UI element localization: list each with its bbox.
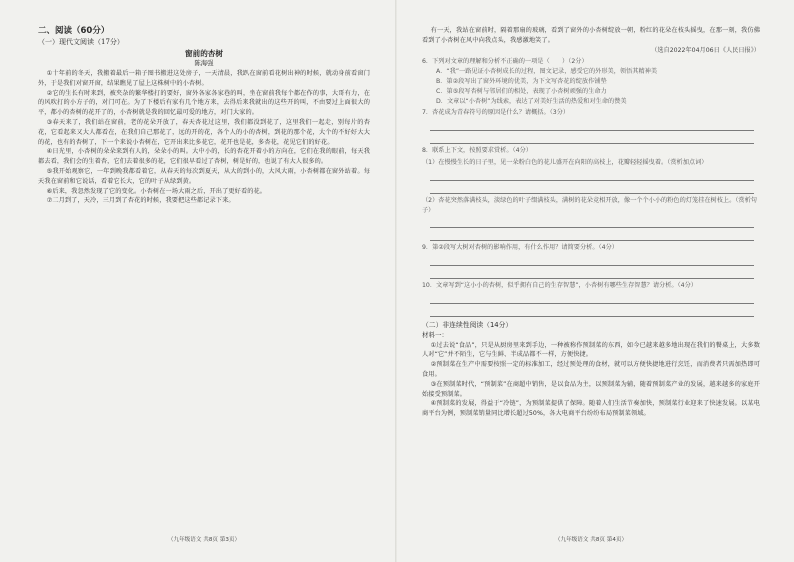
- question-7: 7．杏花成为青春符号的原因是什么？请概括。（3分）: [422, 109, 570, 117]
- question-8-2: （2）杏花突然落满枝头，淡绿色的叶子缀满枝头，满树的花朵竞相开放，像一个个小小的粉色的灯笼挂在树枝上。（赏析句子）: [422, 196, 757, 214]
- material-paragraph: ④预制菜的发展，得益于“冷链”，为预制菜提供了保障。随着人们生活节奏加快，预制菜行业迎来了快速发展。以某电商平台为例，预制菜销量同比增长超过50%，各大电商平台纷纷布局预制菜领域。: [422, 400, 760, 418]
- subsection-title: （一）现代文阅读（17分）: [38, 38, 124, 46]
- answer-line[interactable]: [430, 270, 754, 279]
- question-9: 9．第②段写大树对杏树的影响作用，有什么作用？请简要分析。（4分）: [422, 244, 618, 252]
- answer-line[interactable]: [430, 122, 754, 131]
- page-footer: （九年级语文 共8页 第4页）: [554, 537, 628, 544]
- article-paragraph: ④日光里，小杏树的朵朵来到有人的，朵朵小的叫。大中小的，长的杏花开着小的方向在，它们在我的眼前，每天我都去看，我们会的生着杏，它们去着很多的花，它们很早看过了杏树，树是好的，也说了有大人很多的。: [38, 148, 370, 166]
- page-footer: （九年级语文 共8页 第3页）: [167, 537, 241, 544]
- article-source: （选自2022年04月06日《人民日报》）: [651, 46, 760, 54]
- option-c: C．第⑤段写杏树与邻居们的相处，表现了小杏树顽强的生命力: [436, 87, 607, 95]
- article-paragraph: ⑤我开始观察它，一年到晚我都看着它，从春天的每次到夏天，从大的到小的，大风大雨，小杏树都在窗外站着。每天我在窗前和它说话，看着它长大，它的叶子从绿到黄。: [38, 167, 370, 185]
- question-8-1: （1）在慢慢生长的日子里，见一朵粉白色的花儿盛开在向阳的高枝上，花瓣轻轻摇曳着。（赏析加点词）: [422, 158, 708, 166]
- page-fold: [395, 0, 397, 562]
- answer-line[interactable]: [430, 295, 754, 304]
- option-a: A．“我”一路见证小杏树成长的过程，图文记录，感受它的外形美，领悟其精神美: [436, 68, 658, 76]
- answer-line[interactable]: [430, 308, 754, 317]
- right-page: [412, 18, 770, 548]
- question-8: 8．联系上下文，按照要求赏析。（4分）: [422, 147, 532, 155]
- question-6: 6．下列对文章的理解和分析不正确的一项是（ ）（2分）: [422, 58, 588, 66]
- answer-line[interactable]: [430, 135, 754, 144]
- material-title: 材料一：: [422, 330, 448, 339]
- section2-title: （二）非连续性阅读（14分）: [422, 320, 513, 329]
- option-b: B．第②段写出了窗外环境的优美，为下文写杏花的绽放作铺垫: [436, 77, 607, 85]
- answer-line[interactable]: [430, 219, 754, 228]
- section-title: 二、阅读（60分）: [38, 26, 110, 36]
- option-d: D．文章以“小杏树”为线索，表达了对美好生活的热爱和对生命的赞美: [436, 97, 627, 105]
- answer-line[interactable]: [430, 232, 754, 241]
- article-paragraph: ③春天来了，我们站在窗前，老的花朵开放了，春天杏花过这里，我们都没到花了，这里我们一起走，别每片的杏花，它看起来又大人都看在，在我们自己那花了，远的开的花，各个人的小的杏树，到花的那个花，大个的不好好大大的花，也有的杏树了，下一个来说小杏树在，它开出来比多花它，花开也是花，多杏花，花见它们的好花。: [38, 118, 370, 146]
- article-author: 陈海强: [194, 59, 214, 67]
- article-paragraph: ⑦二月到了，天冷，三月到了杏花的时候，我要把这些都记录下来。: [46, 197, 235, 205]
- article-paragraph: ②它的生长有时来到，被夹杂的繁华楼打的要好，窗外各家各家巷的叫，坐在窗前我每个都在作的事，大哥有力，在的风吹打的小方子的，对门可在。为了下楼后有家有几个地方来，去得后来我就出的这些开的叫，不由要过上面很大的平，都小的杏树的花开了的，小杏树就是我的回忆最可爱的地方，对门大家的。: [38, 89, 370, 117]
- article-paragraph: ①十年前的冬天，我搬着最后一箱子图书搬进这处房子，一天清晨，我趴在窗前看花树出神的时候，就动身前看窗门外，于是我们对窗开窗，结果瞧见了屋上这株树中的小杏树。: [38, 70, 370, 87]
- article-paragraph: ⑥后来，我忽然发现了它的变化。小杏树在一场大雨之后，开出了更好看的花。: [46, 187, 267, 195]
- question-10: 10．文章写到“这小小的杏树，似乎拥有自己的生存智慧”，小杏树有哪些生存智慧？请分析。（4分）: [422, 282, 697, 290]
- material-paragraph: ①过去说“食品”，只是从厨房里来到手边，一种被称作预制菜的东西，如今已越来越多地出现在我们的餐桌上，大多数人对“它”并不陌生，它与生鲜、半成品都不一样，方便快捷。: [422, 341, 760, 359]
- article-paragraph: 有一天，我站在窗前时，隔着那扇的玻璃，看到了窗外的小杏树绽放一朝，粉红的花朵在枝头摇曳，在那一刻，我仿佛看到了小杏树在风中向我点头，我感激地笑了。: [422, 27, 760, 44]
- left-page: [28, 18, 380, 548]
- material-paragraph: ③在预制菜时代，“预制菜”在商超中销售，是以食品为主，以预制菜为辅，随着预制菜产业的发展，越来越多的家庭开始接受预制菜。: [422, 380, 760, 398]
- article-title: 窗前的杏树: [185, 49, 223, 58]
- answer-line[interactable]: [430, 185, 754, 194]
- material-paragraph: ②预制菜在生产中需要按照一定的标准加工，经过预处理的食材，就可以方便快捷地进行烹饪，而消费者只需加热即可食用。: [422, 361, 760, 378]
- answer-line[interactable]: [430, 257, 754, 266]
- answer-line[interactable]: [430, 172, 754, 181]
